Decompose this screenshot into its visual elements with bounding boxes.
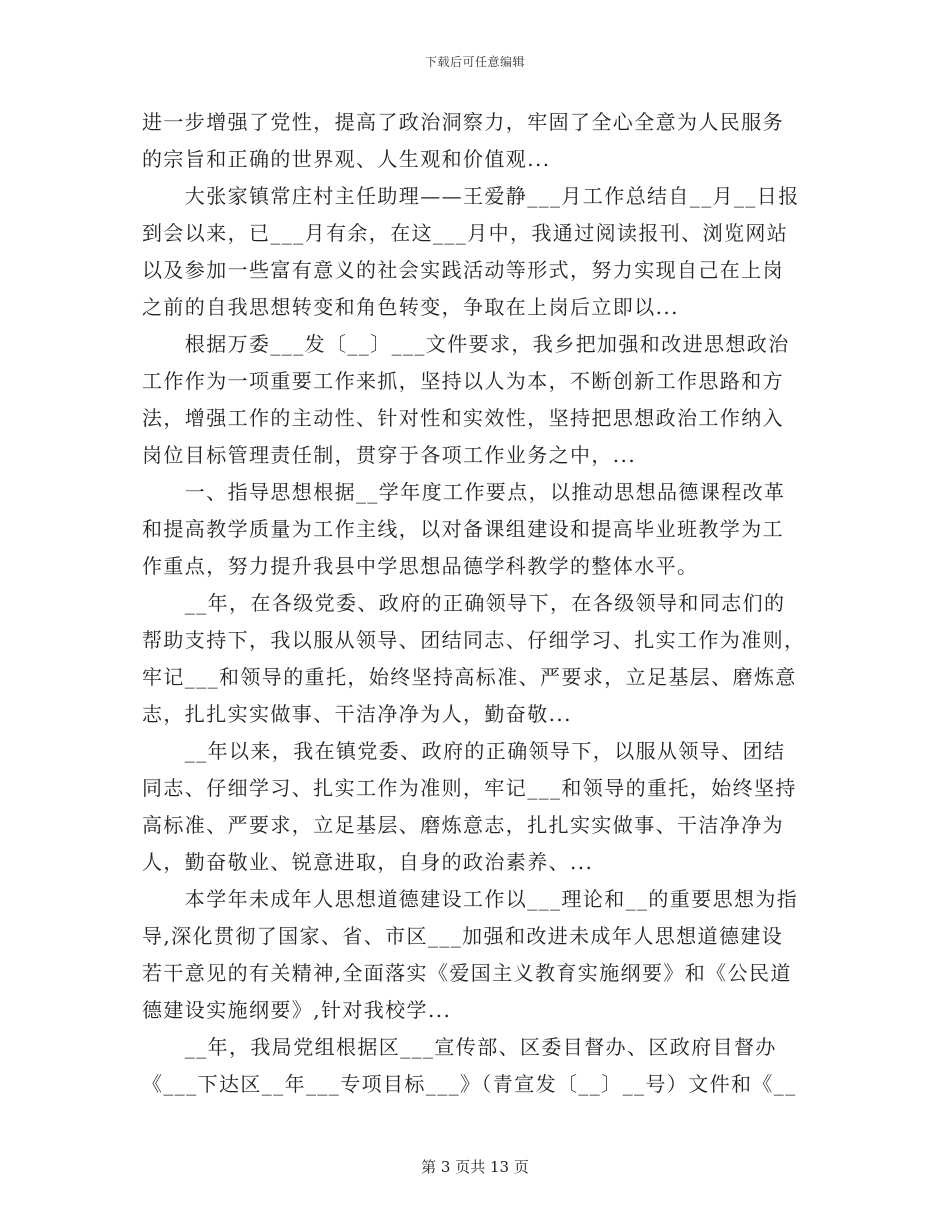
text-line: 法，增强工作的主动性、针对性和实效性，坚持把思想政治工作纳入 [142, 406, 784, 430]
text-line: 人，勤奋敬业、锐意进取，自身的政治素养、... [142, 850, 594, 874]
text-line: 志，扎扎实实做事、干洁净净为人，勤奋敬... [142, 702, 572, 726]
text-line: 一、指导思想根据__学年度工作要点，以推动思想品德课程改革 [142, 480, 786, 504]
text-line: 帮助支持下，我以服从领导、团结同志、仔细学习、扎实工作为准则， [142, 628, 806, 652]
text-line: 牢记___和领导的重托，始终坚持高标准、严要求，立足基层、磨炼意 [142, 665, 797, 689]
text-line: 根据万委___发〔__〕___文件要求，我乡把加强和改进思想政治 [142, 332, 790, 356]
text-line: 作重点，努力提升我县中学思想品德学科教学的整体水平。 [142, 554, 699, 578]
paragraph [142, 881, 808, 1029]
page-number: 第 3 页共 13 页 [421, 1158, 529, 1176]
text-line: 德建设实施纲要》,针对我校学... [142, 998, 452, 1022]
text-line: 以及参加一些富有意义的社会实践活动等形式，努力实现自己在上岗 [142, 258, 784, 282]
paragraph [142, 104, 808, 178]
text-line: 若干意见的有关精神,全面落实《爱国主义教育实施纲要》和《公民道 [142, 961, 792, 985]
paragraph [142, 474, 808, 585]
paragraph [142, 733, 808, 881]
text-line: __年，在各级党委、政府的正确领导下，在各级领导和同志们的 [142, 591, 786, 615]
text-line: __年以来，我在镇党委、政府的正确领导下，以服从领导、团结 [142, 739, 786, 763]
text-line: 和提高教学质量为工作主线，以对备课组建设和提高毕业班教学为工 [142, 517, 784, 541]
text-line: 导,深化贯彻了国家、省、市区___加强和改进未成年人思想道德建设 [142, 924, 784, 948]
text-line: 工作作为一项重要工作来抓，坚持以人为本，不断创新工作思路和方 [142, 369, 784, 393]
text-line: 本学年未成年人思想道德建设工作以___理论和__的重要思想为指 [142, 887, 799, 911]
text-line: 之前的自我思想转变和角色转变，争取在上岗后立即以... [142, 295, 679, 319]
text-line: 大张家镇常庄村主任助理——王爱静___月工作总结自__月__日报 [142, 184, 800, 208]
text-line: 高标准、严要求，立足基层、磨炼意志，扎扎实实做事、干洁净净为 [142, 813, 784, 837]
text-line: 进一步增强了党性，提高了政治洞察力，牢固了全心全意为人民服务 [142, 110, 784, 134]
paragraph [142, 1029, 808, 1103]
text-line: 的宗旨和正确的世界观、人生观和价值观... [142, 147, 551, 171]
paragraph [142, 585, 808, 733]
document-body [142, 104, 808, 1103]
text-line: 到会以来，已___月有余，在这___月中，我通过阅读报刊、浏览网站 [142, 221, 789, 245]
text-line: __年，我局党组根据区___宣传部、区委目督办、区政府目督办 [142, 1035, 777, 1059]
page-header: 下载后可任意编辑 [424, 55, 525, 69]
paragraph [142, 326, 808, 474]
text-line: 同志、仔细学习、扎实工作为准则，牢记___和领导的重托，始终坚持 [142, 776, 797, 800]
paragraph [142, 178, 808, 326]
text-line: 《___下达区__年___专项目标___》（青宣发〔__〕__号）文件和《__ [142, 1072, 797, 1096]
text-line: 岗位目标管理责任制，贯穿于各项工作业务之中，... [142, 443, 637, 467]
